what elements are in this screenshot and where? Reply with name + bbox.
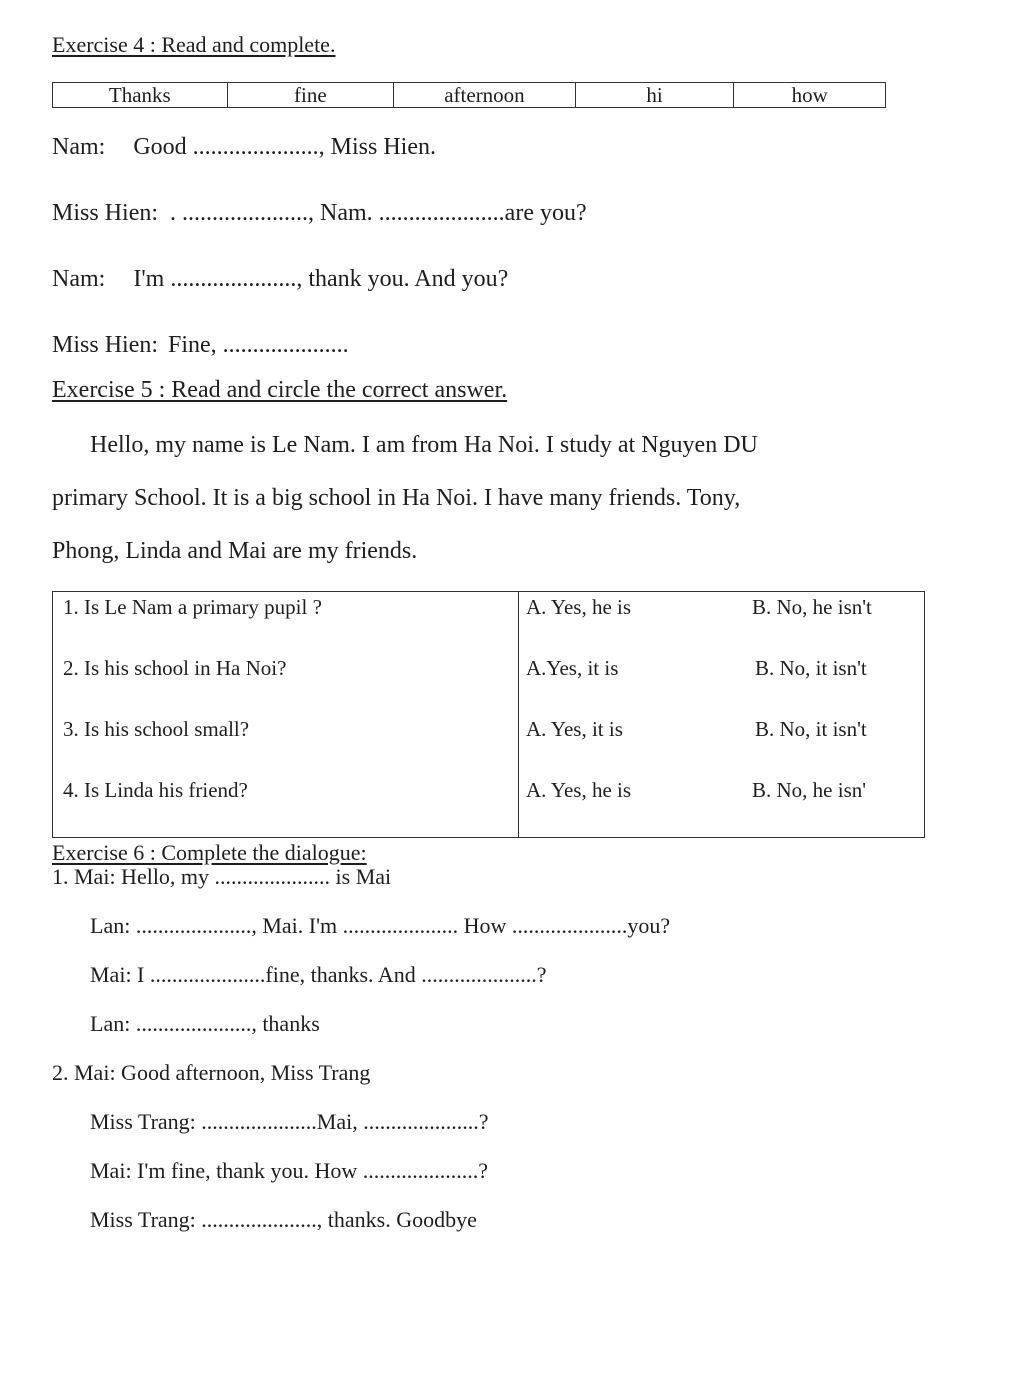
answer-4-b[interactable]: B. No, he isn' [752, 778, 867, 802]
word-bank-cell-hi: hi [576, 83, 735, 107]
answer-3-b[interactable]: B. No, it isn't [755, 717, 867, 741]
question-4: 4. Is Linda his friend? [63, 778, 248, 802]
ex6-line-3: Mai: I .....................fine, thanks. And .....................? [90, 962, 547, 987]
ex4-line-2 [52, 200, 587, 227]
passage-line-1: Hello, my name is Le Nam. I am from Ha Noi. I study at Nguyen DU [90, 432, 758, 458]
speaker-label: Miss Hien: [52, 332, 159, 358]
answer-3-a[interactable]: A. Yes, it is [526, 717, 623, 741]
answer-2-a[interactable]: A.Yes, it is [526, 656, 619, 680]
passage-line-2: primary School. It is a big school in Ha Noi. I have many friends. Tony, [52, 485, 741, 511]
table-divider [518, 592, 519, 837]
answer-1-b[interactable]: B. No, he isn't [752, 595, 872, 619]
ex4-line-3 [52, 266, 508, 293]
passage-line-3: Phong, Linda and Mai are my friends. [52, 538, 418, 564]
word-bank [52, 82, 886, 108]
ex6-line-6: Miss Trang: .....................Mai, .....................? [90, 1109, 489, 1134]
question-1: 1. Is Le Nam a primary pupil ? [63, 595, 322, 619]
speaker-label: Nam: [52, 266, 106, 292]
answer-2-b[interactable]: B. No, it isn't [755, 656, 867, 680]
answer-4-a[interactable]: A. Yes, he is [526, 778, 632, 802]
line-text: I'm ....................., thank you. And you? [133, 266, 509, 292]
question-table [52, 591, 925, 838]
line-text: . ....................., Nam. .....................are you? [170, 200, 587, 226]
line-text: Fine, ..................... [168, 332, 349, 358]
word-bank-cell-how: how [791, 83, 828, 107]
ex4-line-1 [52, 134, 436, 161]
ex6-line-8: Miss Trang: ....................., thanks. Goodbye [90, 1207, 477, 1232]
word-bank-cell-afternoon: afternoon [394, 83, 576, 107]
ex6-line-4: Lan: ....................., thanks [90, 1011, 320, 1036]
ex4-line-4 [52, 332, 349, 359]
ex6-line-1: 1. Mai: Hello, my ..................... is Mai [52, 864, 392, 889]
exercise-6-title: Exercise 6 : Complete the dialogue: [52, 840, 367, 865]
question-2: 2. Is his school in Ha Noi? [63, 656, 287, 680]
exercise-5-title: Exercise 5 : Read and circle the correct answer. [52, 377, 508, 403]
ex6-line-7: Mai: I'm fine, thank you. How .....................? [90, 1158, 489, 1183]
word-bank-cell-fine: fine [228, 83, 395, 107]
ex6-line-2: Lan: ....................., Mai. I'm ..................... How .....................you? [90, 913, 671, 938]
question-3: 3. Is his school small? [63, 717, 250, 741]
answer-1-a[interactable]: A. Yes, he is [526, 595, 632, 619]
word-bank-cell-thanks: Thanks [53, 83, 228, 107]
speaker-label: Nam: [52, 134, 106, 160]
exercise-4-title: Exercise 4 : Read and complete. [52, 32, 336, 57]
ex6-line-5: 2. Mai: Good afternoon, Miss Trang [52, 1060, 371, 1085]
line-text: Good ....................., Miss Hien. [133, 134, 436, 160]
speaker-label: Miss Hien: [52, 200, 159, 226]
